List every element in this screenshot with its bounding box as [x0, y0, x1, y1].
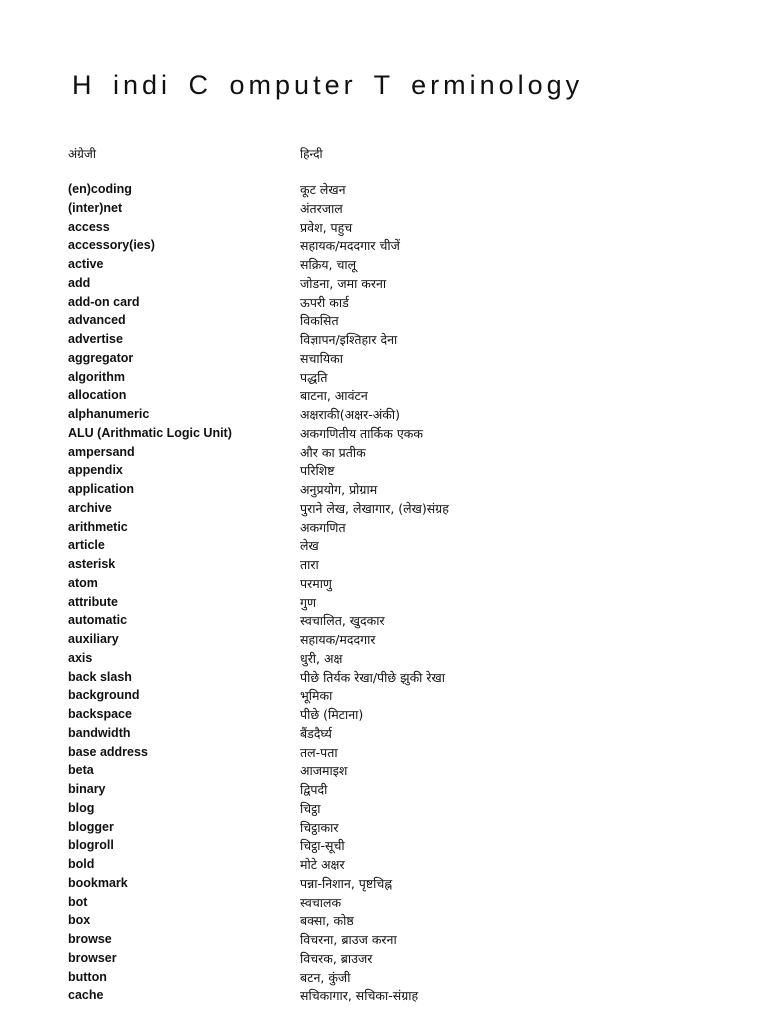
- english-column-header: अंग्रेजी: [68, 147, 96, 161]
- hindi-term: सचिकागार, सचिका-संग्राह: [300, 988, 419, 1004]
- english-term: button: [68, 969, 107, 984]
- english-term: bot: [68, 894, 88, 909]
- hindi-term: पीछे तिर्यक रेखा/पीछे झुकी रेखा: [300, 669, 445, 685]
- term-row: [0, 406, 768, 425]
- english-term: algorithm: [68, 369, 125, 384]
- english-term: back slash: [68, 669, 132, 684]
- term-row: [0, 744, 768, 763]
- hindi-term: विकसित: [300, 313, 339, 329]
- english-term: arithmetic: [68, 519, 128, 534]
- english-term: atom: [68, 575, 98, 590]
- english-term: allocation: [68, 388, 127, 403]
- hindi-term: सक्रिय, चालू: [300, 257, 357, 272]
- hindi-term: स्वचालित, खुदकार: [300, 613, 385, 629]
- hindi-term: तल-पता: [300, 744, 338, 760]
- english-term: ampersand: [68, 444, 135, 459]
- english-term: (inter)net: [68, 200, 123, 215]
- english-term: add: [68, 275, 91, 290]
- term-row: [0, 500, 768, 519]
- hindi-term: जोडना, जमा करना: [300, 275, 387, 291]
- term-row: [0, 331, 768, 350]
- hindi-term: पन्ना-निशान, पृष्टचिह्न: [300, 875, 393, 891]
- hindi-term: और का प्रतीक: [300, 444, 366, 460]
- english-term: bookmark: [68, 875, 128, 890]
- hindi-term: अनुप्रयोग, प्रोग्राम: [300, 482, 378, 497]
- term-row: [0, 931, 768, 950]
- hindi-term: अक्षराकी(अक्षर-अंकी): [300, 407, 400, 422]
- english-term: blogger: [68, 819, 114, 834]
- english-term: aggregator: [68, 350, 134, 365]
- term-row: [0, 912, 768, 931]
- hindi-term: प्रवेश, पहुच: [300, 219, 353, 235]
- hindi-term: विचरक, ब्राउजर: [300, 950, 373, 966]
- term-row: [0, 819, 768, 838]
- term-row: [0, 687, 768, 706]
- english-term: box: [68, 913, 91, 928]
- english-term: binary: [68, 782, 106, 796]
- english-term: backspace: [68, 707, 132, 721]
- hindi-term: अंतरजाल: [300, 200, 343, 216]
- term-row: [0, 950, 768, 969]
- hindi-term: अकगणित: [300, 519, 346, 535]
- hindi-term: तारा: [300, 557, 319, 572]
- hindi-term: बटन, कुंजी: [300, 969, 351, 985]
- term-row: [0, 969, 768, 988]
- term-row: [0, 444, 768, 463]
- english-term: browser: [68, 950, 117, 965]
- term-row: [0, 462, 768, 481]
- english-term: browse: [68, 932, 112, 946]
- english-term: archive: [68, 500, 112, 515]
- english-term: attribute: [68, 594, 118, 609]
- hindi-term: परमाणु: [300, 575, 332, 591]
- term-row: [0, 519, 768, 538]
- hindi-term: विचरना, ब्राउज करना: [300, 932, 397, 947]
- term-row: [0, 894, 768, 913]
- term-row: [0, 556, 768, 575]
- english-term: background: [68, 688, 140, 703]
- term-row: [0, 594, 768, 613]
- hindi-term: अकगणितीय तार्किक एकक: [300, 425, 423, 441]
- page-title: H indi C omputer T erminology: [72, 70, 584, 100]
- hindi-term: धुरी, अक्ष: [300, 650, 343, 666]
- term-row: [0, 800, 768, 819]
- hindi-term: विज्ञापन/इश्तिहार देना: [300, 332, 398, 347]
- term-row: [0, 650, 768, 669]
- hindi-term: सहायक/मददगार चीजें: [300, 238, 400, 254]
- hindi-term: स्वचालक: [300, 894, 342, 910]
- term-row: [0, 312, 768, 331]
- english-term: (en)coding: [68, 182, 132, 196]
- english-term: blogroll: [68, 838, 114, 853]
- hindi-term: चिट्ठा: [300, 800, 321, 816]
- hindi-term: कूट लेखन: [300, 182, 346, 197]
- english-term: application: [68, 482, 134, 496]
- hindi-term: आजमाइश: [300, 763, 348, 779]
- english-term: beta: [68, 763, 94, 778]
- hindi-term: मोटे अक्षर: [300, 857, 345, 872]
- term-row: [0, 275, 768, 294]
- english-term: bold: [68, 857, 95, 871]
- term-row: [0, 875, 768, 894]
- hindi-column-header: हिन्दी: [300, 147, 323, 161]
- term-row: [0, 762, 768, 781]
- term-row: [0, 425, 768, 444]
- term-row: [0, 294, 768, 313]
- hindi-term: सहायक/मददगार: [300, 632, 376, 647]
- english-term: add-on card: [68, 294, 140, 309]
- english-term: article: [68, 538, 105, 553]
- term-row: [0, 837, 768, 856]
- term-row: [0, 537, 768, 556]
- hindi-term: लेख: [300, 538, 319, 554]
- english-term: active: [68, 257, 104, 271]
- term-row: [0, 987, 768, 1006]
- hindi-term: द्विपदी: [300, 782, 328, 797]
- hindi-term: चिट्ठा-सूची: [300, 838, 345, 854]
- term-row: [0, 856, 768, 875]
- hindi-term: भूमिका: [300, 688, 333, 704]
- term-row: [0, 706, 768, 725]
- term-row: [0, 256, 768, 275]
- term-row: [0, 612, 768, 631]
- term-row: [0, 237, 768, 256]
- english-term: blog: [68, 800, 95, 815]
- english-term: axis: [68, 650, 93, 665]
- english-term: ALU (Arithmatic Logic Unit): [68, 425, 232, 440]
- english-term: cache: [68, 988, 104, 1003]
- hindi-term: पीछे (मिटाना): [300, 707, 364, 722]
- english-term: bandwidth: [68, 725, 131, 740]
- term-row: [0, 631, 768, 650]
- term-row: [0, 725, 768, 744]
- english-term: access: [68, 219, 110, 234]
- english-term: advanced: [68, 313, 126, 328]
- term-row: [0, 350, 768, 369]
- term-row: [0, 369, 768, 388]
- english-term: auxiliary: [68, 632, 119, 646]
- english-term: base address: [68, 744, 148, 759]
- hindi-term: ऊपरी कार्ड: [300, 294, 349, 310]
- hindi-term: पुराने लेख, लेखागार, (लेख)संग्रह: [300, 500, 449, 516]
- english-term: appendix: [68, 463, 123, 478]
- hindi-term: परिशिष्ट: [300, 463, 335, 479]
- hindi-term: बैंडदैर्घ्य: [300, 725, 332, 741]
- hindi-term: बाटना, आवंटन: [300, 388, 368, 404]
- english-term: advertise: [68, 332, 123, 346]
- terminology-list: [0, 181, 768, 1006]
- term-row: [0, 575, 768, 594]
- english-term: alphanumeric: [68, 407, 150, 421]
- term-row: [0, 219, 768, 238]
- term-row: [0, 481, 768, 500]
- hindi-term: सचायिका: [300, 350, 343, 366]
- term-row: [0, 781, 768, 800]
- term-row: [0, 387, 768, 406]
- term-row: [0, 181, 768, 200]
- term-row: [0, 669, 768, 688]
- english-term: automatic: [68, 613, 128, 628]
- hindi-term: बक्सा, कोष्ठ: [300, 913, 354, 929]
- english-term: asterisk: [68, 557, 116, 571]
- hindi-term: गुण: [300, 594, 317, 610]
- english-term: accessory(ies): [68, 238, 155, 253]
- hindi-term: चिट्ठाकार: [300, 819, 339, 835]
- term-row: [0, 200, 768, 219]
- hindi-term: पद्धति: [300, 369, 328, 385]
